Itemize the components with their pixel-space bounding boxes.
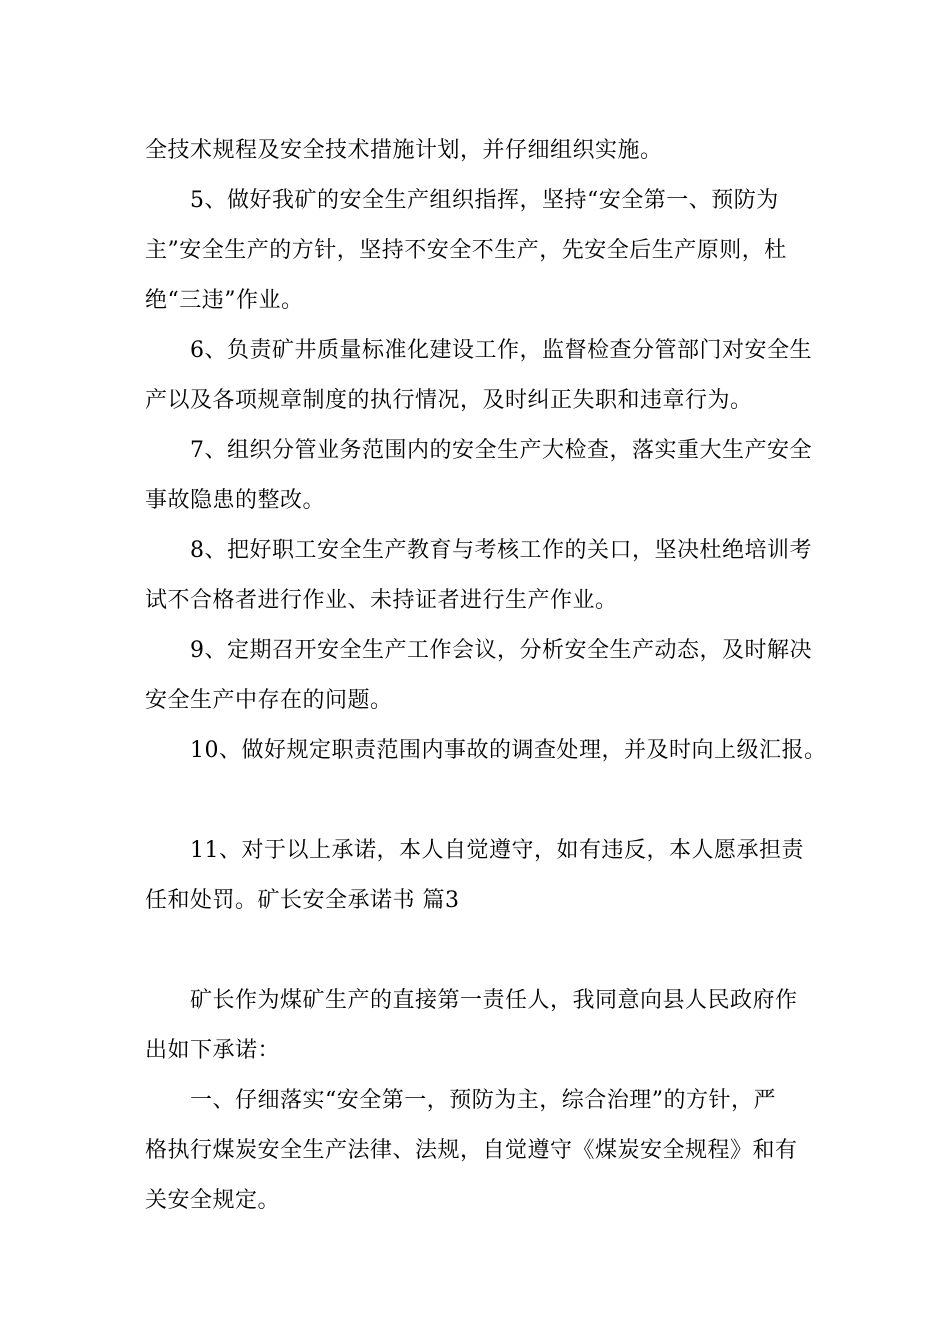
text-line: 安全生产中存在的问题。 xyxy=(145,688,393,713)
text-line: 产以及各项规章制度的执行情况，及时纠正失职和违章行为。 xyxy=(145,388,753,413)
text-line: 8、把好职工安全生产教育与考核工作的关口，坚决杜绝培训考 xyxy=(190,538,812,563)
text-line: 任和处罚。矿长安全承诺书 篇3 xyxy=(145,888,460,913)
text-line: 主”安全生产的方针，坚持不安全不生产，先安全后生产原则，杜 xyxy=(145,238,787,263)
text-line: 格执行煤炭安全生产法律、法规，自觉遵守《煤炭安全规程》和有 xyxy=(145,1138,798,1163)
text-line: 绝“三违”作业。 xyxy=(145,288,304,313)
text-line: 6、负责矿井质量标准化建设工作，监督检查分管部门对安全生 xyxy=(190,338,812,363)
text-line: 关安全规定。 xyxy=(145,1188,281,1213)
text-line: 一、仔细落实“安全第一，预防为主，综合治理”的方针，严 xyxy=(190,1088,776,1113)
text-line: 出如下承诺： xyxy=(145,1038,281,1063)
text-line: 7、组织分管业务范围内的安全生产大检查，落实重大生产安全 xyxy=(190,438,812,463)
text-line: 试不合格者进行作业、未持证者进行生产作业。 xyxy=(145,588,618,613)
text-line: 全技术规程及安全技术措施计划，并仔细组织实施。 xyxy=(145,138,663,163)
text-line: 10、做好规定职责范围内事故的调查处理，并及时向上级汇报。 xyxy=(190,738,827,763)
text-line: 5、做好我矿的安全生产组织指挥，坚持“安全第一、预防为 xyxy=(190,188,779,213)
text-line: 11、对于以上承诺，本人自觉遵守，如有违反，本人愿承担责 xyxy=(190,838,804,863)
text-line: 事故隐患的整改。 xyxy=(145,488,326,513)
text-line: 9、定期召开安全生产工作会议，分析安全生产动态，及时解决 xyxy=(190,638,812,663)
text-line: 矿长作为煤矿生产的直接第一责任人，我同意向县人民政府作 xyxy=(190,988,798,1013)
